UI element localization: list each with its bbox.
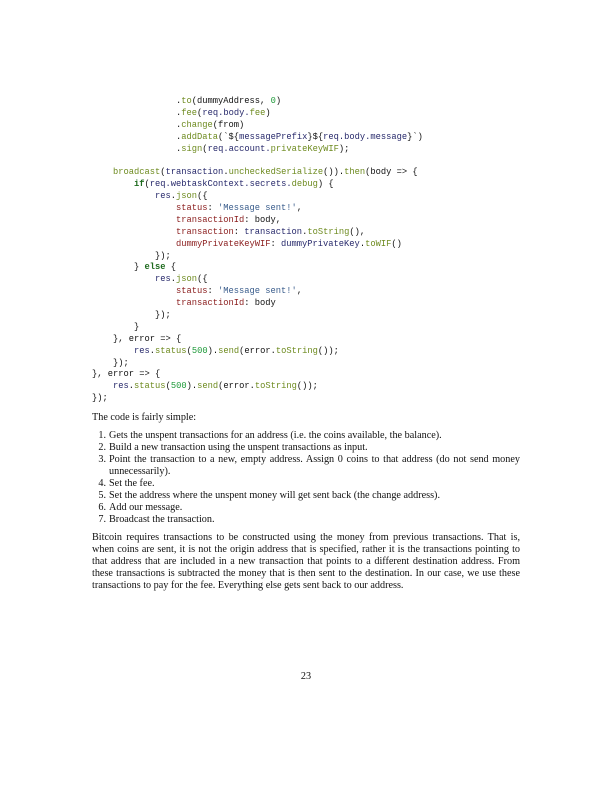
- code-token: dummyPrivateKey: [281, 238, 360, 249]
- code-token: :: [207, 203, 219, 214]
- code-token: : body,: [244, 214, 282, 225]
- code-line: [92, 144, 423, 156]
- code-line: [92, 334, 423, 346]
- code-token: }: [134, 321, 140, 332]
- list-number: 2.: [98, 442, 106, 453]
- code-token: transaction: [176, 226, 234, 237]
- code-token: ): [265, 107, 271, 118]
- code-line: [92, 346, 423, 358]
- list-item: [92, 514, 520, 526]
- body-paragraph: Bitcoin requires transactions to be constructed using the money from previous transactions. That is, when coins are sent, it is not the origin address that is specified, rather it is the transactions pointing to that address that are included in a new transaction that points to a different destination address. From these transactions is subtracted the money that is then sent to the destination. In our case, we use these transactions to pay for the fee. Everything else gets sent back to our address.: [92, 532, 520, 591]
- code-token: .: [302, 226, 308, 237]
- code-token: (: [165, 381, 171, 392]
- code-token: req: [202, 107, 219, 118]
- code-token: 'Message sent!': [218, 203, 297, 214]
- list-item: [92, 430, 520, 442]
- list-number: 6.: [98, 502, 106, 513]
- code-token: 500: [191, 345, 208, 356]
- list-item: [92, 454, 520, 478]
- code-line: [92, 215, 423, 227]
- code-token: ).: [186, 381, 198, 392]
- code-token: }, error => {: [113, 333, 182, 344]
- code-token: :: [270, 238, 282, 249]
- code-line: [92, 203, 423, 215]
- list-text: Build a new transaction using the unspent transactions as input.: [109, 442, 368, 453]
- code-token: });: [155, 250, 171, 261]
- code-token: toString: [254, 381, 297, 392]
- code-line: [92, 96, 423, 108]
- code-token: (: [202, 143, 208, 154]
- code-token: toWIF: [365, 238, 392, 249]
- code-token: .: [176, 96, 182, 106]
- code-token: req.account.: [207, 143, 271, 154]
- code-token: debug: [291, 179, 318, 190]
- code-token: (): [391, 238, 402, 249]
- code-token: 500: [170, 381, 187, 392]
- list-text: Add our message.: [109, 502, 183, 513]
- page-number: 23: [300, 671, 312, 682]
- code-token: json: [176, 191, 198, 202]
- list-number: 4.: [98, 478, 106, 489]
- code-token: res: [134, 345, 150, 356]
- list-text: Point the transaction to a new, empty address. Assign 0 coins to that address (do not send money unnecessarily).: [109, 454, 520, 477]
- list-text: Gets the unspent transactions for an address (i.e. the coins available, the balance).: [109, 430, 442, 441]
- code-token: (`${: [218, 131, 240, 142]
- code-token: : body: [244, 298, 276, 309]
- code-token: }${: [307, 131, 324, 142]
- code-token: fee: [181, 107, 198, 118]
- code-token: (: [144, 179, 150, 190]
- code-token: req.body.message: [323, 131, 408, 142]
- list-item: [92, 442, 520, 454]
- code-token: status: [134, 381, 166, 392]
- code-line: [92, 227, 423, 239]
- code-line: [92, 358, 423, 370]
- code-line: [92, 179, 423, 191]
- code-token: 'Message sent!': [218, 286, 297, 297]
- code-token: }: [134, 262, 145, 273]
- code-line: [92, 274, 423, 286]
- code-token: ()).: [323, 167, 345, 178]
- code-token: (: [197, 107, 203, 118]
- code-token: sign: [181, 143, 203, 154]
- code-token: }, error => {: [92, 369, 161, 380]
- code-token: res: [155, 191, 171, 202]
- list-item: [92, 478, 520, 490]
- list-number: 1.: [98, 430, 106, 441]
- code-line: [92, 381, 423, 393]
- list-item: [92, 502, 520, 514]
- code-token: }`): [407, 131, 423, 142]
- code-token: res: [155, 274, 171, 285]
- code-line: [92, 286, 423, 298]
- code-line: [92, 167, 423, 179]
- code-token: {: [165, 262, 177, 273]
- code-token: (: [186, 345, 192, 356]
- code-line: [92, 322, 423, 334]
- code-token: .: [359, 238, 366, 249]
- list-text: Broadcast the transaction.: [109, 514, 215, 525]
- code-token: ());: [296, 381, 318, 392]
- code-token: messagePrefix: [239, 131, 308, 142]
- code-token: .: [170, 274, 177, 285]
- code-token: else: [144, 262, 166, 273]
- code-token: (error.: [239, 345, 276, 356]
- code-line: [92, 132, 423, 144]
- code-token: :: [233, 226, 245, 237]
- code-token: ).: [207, 345, 219, 356]
- code-token: broadcast: [113, 167, 161, 178]
- code-token: req.webtaskContext.secrets.: [149, 179, 292, 190]
- code-line: [92, 251, 423, 263]
- code-token: 0: [270, 96, 276, 106]
- code-line: [92, 298, 423, 310]
- code-token: });: [155, 310, 171, 321]
- code-token: to: [181, 96, 192, 106]
- code-line: [92, 369, 423, 381]
- code-token: fee: [249, 107, 266, 118]
- code-token: .body.: [218, 107, 250, 118]
- code-token: (error.: [218, 381, 255, 392]
- code-token: transactionId: [176, 298, 245, 309]
- list-number: 7.: [98, 514, 106, 525]
- code-token: ({: [197, 191, 208, 202]
- code-line: [92, 120, 423, 132]
- code-token: transactionId: [176, 214, 245, 225]
- code-token: ());: [317, 345, 339, 356]
- code-token: privateKeyWIF: [270, 143, 339, 154]
- code-token: addData: [181, 131, 219, 142]
- code-token: (),: [349, 226, 366, 237]
- code-token: res: [113, 381, 129, 392]
- code-line: [92, 108, 423, 120]
- code-token: (body => {: [365, 167, 418, 178]
- code-token: .: [223, 167, 229, 178]
- code-token: send: [197, 381, 219, 392]
- code-line: [92, 239, 423, 251]
- code-token: .: [176, 107, 182, 118]
- code-line: [92, 310, 423, 322]
- code-token: if: [134, 179, 145, 190]
- code-token: .: [176, 119, 182, 130]
- code-token: toString: [275, 345, 318, 356]
- code-token: status: [155, 345, 187, 356]
- code-token: .: [128, 381, 135, 392]
- code-token: .: [149, 345, 156, 356]
- code-token: then: [344, 167, 366, 178]
- code-token: dummyPrivateKeyWIF: [176, 238, 271, 249]
- list-text: Set the address where the unspent money will get sent back (the change address).: [109, 490, 440, 501]
- code-token: .: [170, 191, 177, 202]
- code-token: (: [160, 167, 166, 178]
- code-token: toString: [307, 226, 350, 237]
- code-token: transaction: [165, 167, 224, 178]
- list-item: [92, 490, 520, 502]
- code-token: });: [92, 393, 108, 404]
- code-line: [92, 191, 423, 203]
- code-token: status: [176, 203, 208, 214]
- code-token: ) {: [317, 179, 334, 190]
- code-token: status: [176, 286, 208, 297]
- list-text: Set the fee.: [109, 478, 155, 489]
- code-token: .: [176, 143, 182, 154]
- code-token: uncheckedSerialize: [228, 167, 324, 178]
- code-listing: [92, 96, 423, 405]
- steps-list: [92, 430, 520, 526]
- code-line: [92, 393, 423, 405]
- list-number: 5.: [98, 490, 106, 501]
- code-token: ): [275, 96, 282, 106]
- code-token: (from): [212, 119, 245, 130]
- code-token: change: [181, 119, 213, 130]
- code-token: .: [176, 131, 182, 142]
- code-line: [92, 262, 423, 274]
- list-number: 3.: [98, 454, 106, 465]
- code-token: transaction: [244, 226, 303, 237]
- code-token: );: [338, 143, 350, 154]
- code-token: ,: [296, 203, 303, 214]
- intro-text: The code is fairly simple:: [92, 412, 197, 423]
- code-token: :: [207, 286, 219, 297]
- code-token: ({: [197, 274, 208, 285]
- code-line: [92, 155, 423, 167]
- code-token: ,: [296, 286, 303, 297]
- code-token: json: [176, 274, 198, 285]
- code-token: });: [113, 357, 129, 368]
- code-token: (dummyAddress,: [191, 96, 271, 106]
- code-token: send: [218, 345, 240, 356]
